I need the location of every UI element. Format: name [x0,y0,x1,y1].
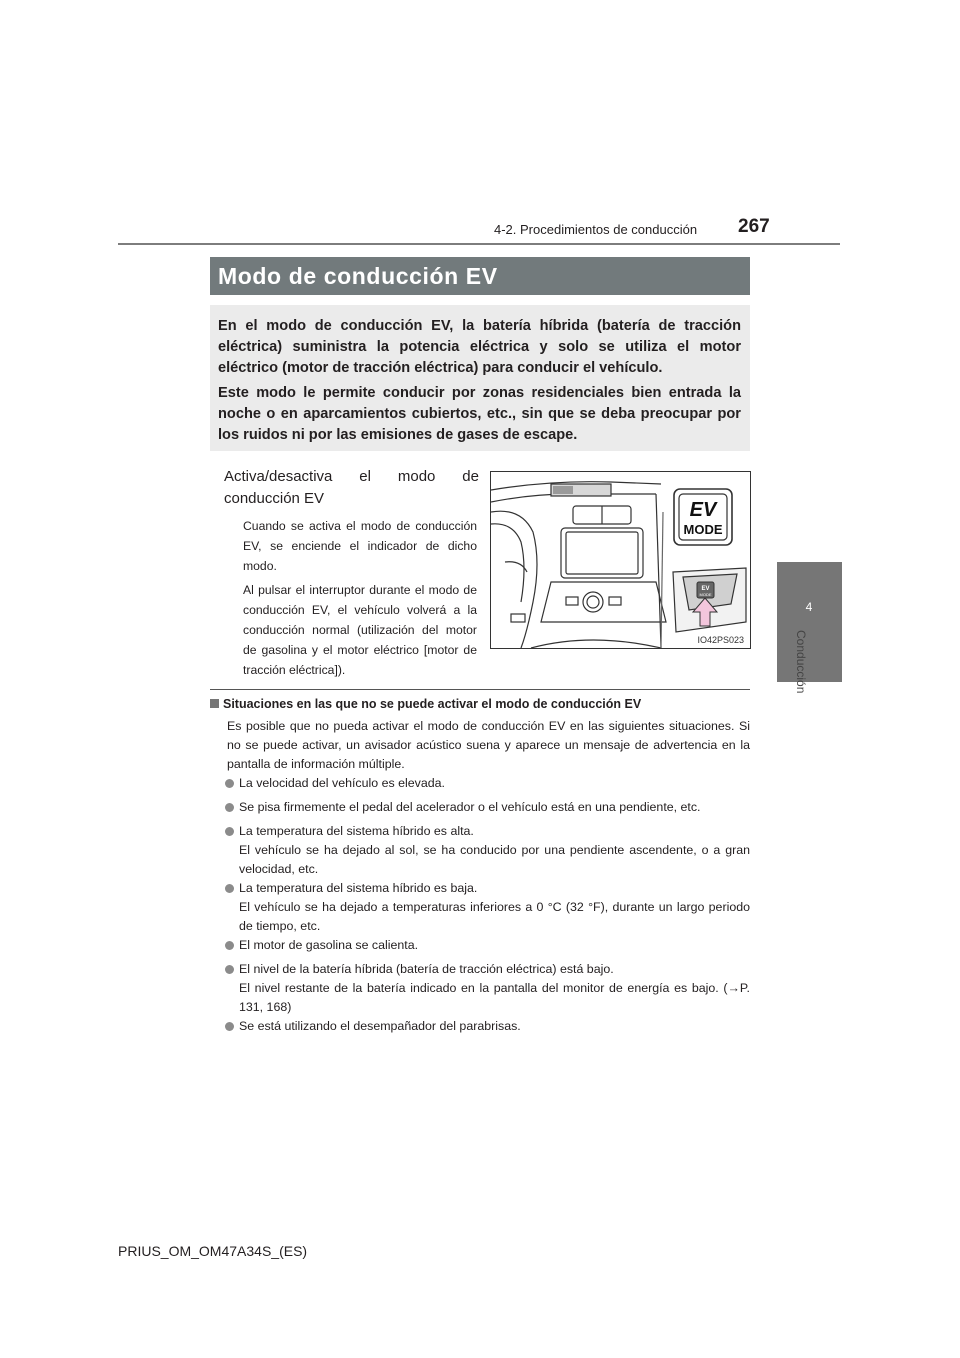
chapter-number: 4 [805,600,813,614]
callout-body [243,516,477,684]
bullet-dot-icon [225,803,234,812]
list-item: El nivel de la batería híbrida (batería de tracción eléctrica) está bajo. El nivel restante de la batería indicado en la pantalla del monitor de energía es bajo. (→P. 131, 168) [227,960,750,1017]
bullet-dot-icon [225,827,234,836]
small-button-ev: EV [701,586,710,592]
situations-intro: Es posible que no pueda activar el modo de conducción EV en las siguientes situaciones. Si no se puede activar, un avisador acústico suena y aparece un mensaje de advertencia en la pantalla de información múltiple. [227,719,750,771]
header-rule [118,243,840,245]
intro-box [210,305,750,451]
section-divider [210,689,750,690]
chapter-tab [777,562,842,682]
bullet-dot-icon [225,965,234,974]
small-button-mode: MODE [699,592,712,597]
list-item: La temperatura del sistema híbrido es baja. El vehículo se ha dejado a temperaturas inferiores a 0 °C (32 °F), durante un largo periodo de tiempo, etc. [227,879,750,936]
list-item: La temperatura del sistema híbrido es alta. El vehículo se ha dejado al sol, se ha conducido por una pendiente ascendente, o a gran velocidad, etc. [227,822,750,879]
button-label-ev: EV [689,499,717,521]
title-bar [210,257,750,295]
chapter-label: Conducción [794,630,808,694]
callout-heading: Activa/desactiva el modo de conducción EV [224,468,479,507]
list-item: El motor de gasolina se calienta. [227,936,750,955]
square-bullet-icon [210,699,219,708]
callout-body-1: Cuando se activa el modo de conducción EV, se enciende el indicador de dicho modo. [243,519,477,573]
intro-paragraph-2: Este modo le permite conducir por zonas residenciales bien entrada la noche o en aparcamientos cubiertos, etc., sin que se deba preocupar por los ruidos ni por las emisiones de gases de escape. [218,385,741,443]
list-item: Se está utilizando el desempañador del parabrisas. [227,1017,750,1036]
list-item: Se pisa firmemente el pedal del acelerador o el vehículo está en una pendiente, etc. [227,798,750,817]
page-number: 267 [738,216,770,237]
bullet-dot-icon [225,884,234,893]
situations-heading: Situaciones en las que no se puede activar el modo de conducción EV [210,697,641,711]
dashboard-illustration [490,471,751,649]
section-reference: 4-2. Procedimientos de conducción [494,222,698,237]
figure-id: IO42PS023 [697,635,744,645]
dashboard-drawing [491,472,750,648]
page-title: Modo de conducción EV [218,263,498,289]
document-code: PRIUS_OM_OM47A34S_(ES) [118,1243,308,1259]
callout-body-2: Al pulsar el interruptor durante el modo de conducción EV, el vehículo volverá a la conducción normal (utilización del motor de gasolina y el motor eléctrico [motor de tracción eléctrica]). [243,583,477,677]
bullet-dot-icon [225,941,234,950]
intro-paragraph-1: En el modo de conducción EV, la batería híbrida (batería de tracción eléctrica) suministra la potencia eléctrica y solo se utiliza el motor eléctrico (motor de tracción eléctrica) para conducir el vehículo. [218,318,741,376]
list-item: La velocidad del vehículo es elevada. [227,774,750,793]
bullet-dot-icon [225,779,234,788]
button-label-mode: MODE [683,522,723,537]
bullet-dot-icon [225,1022,234,1031]
